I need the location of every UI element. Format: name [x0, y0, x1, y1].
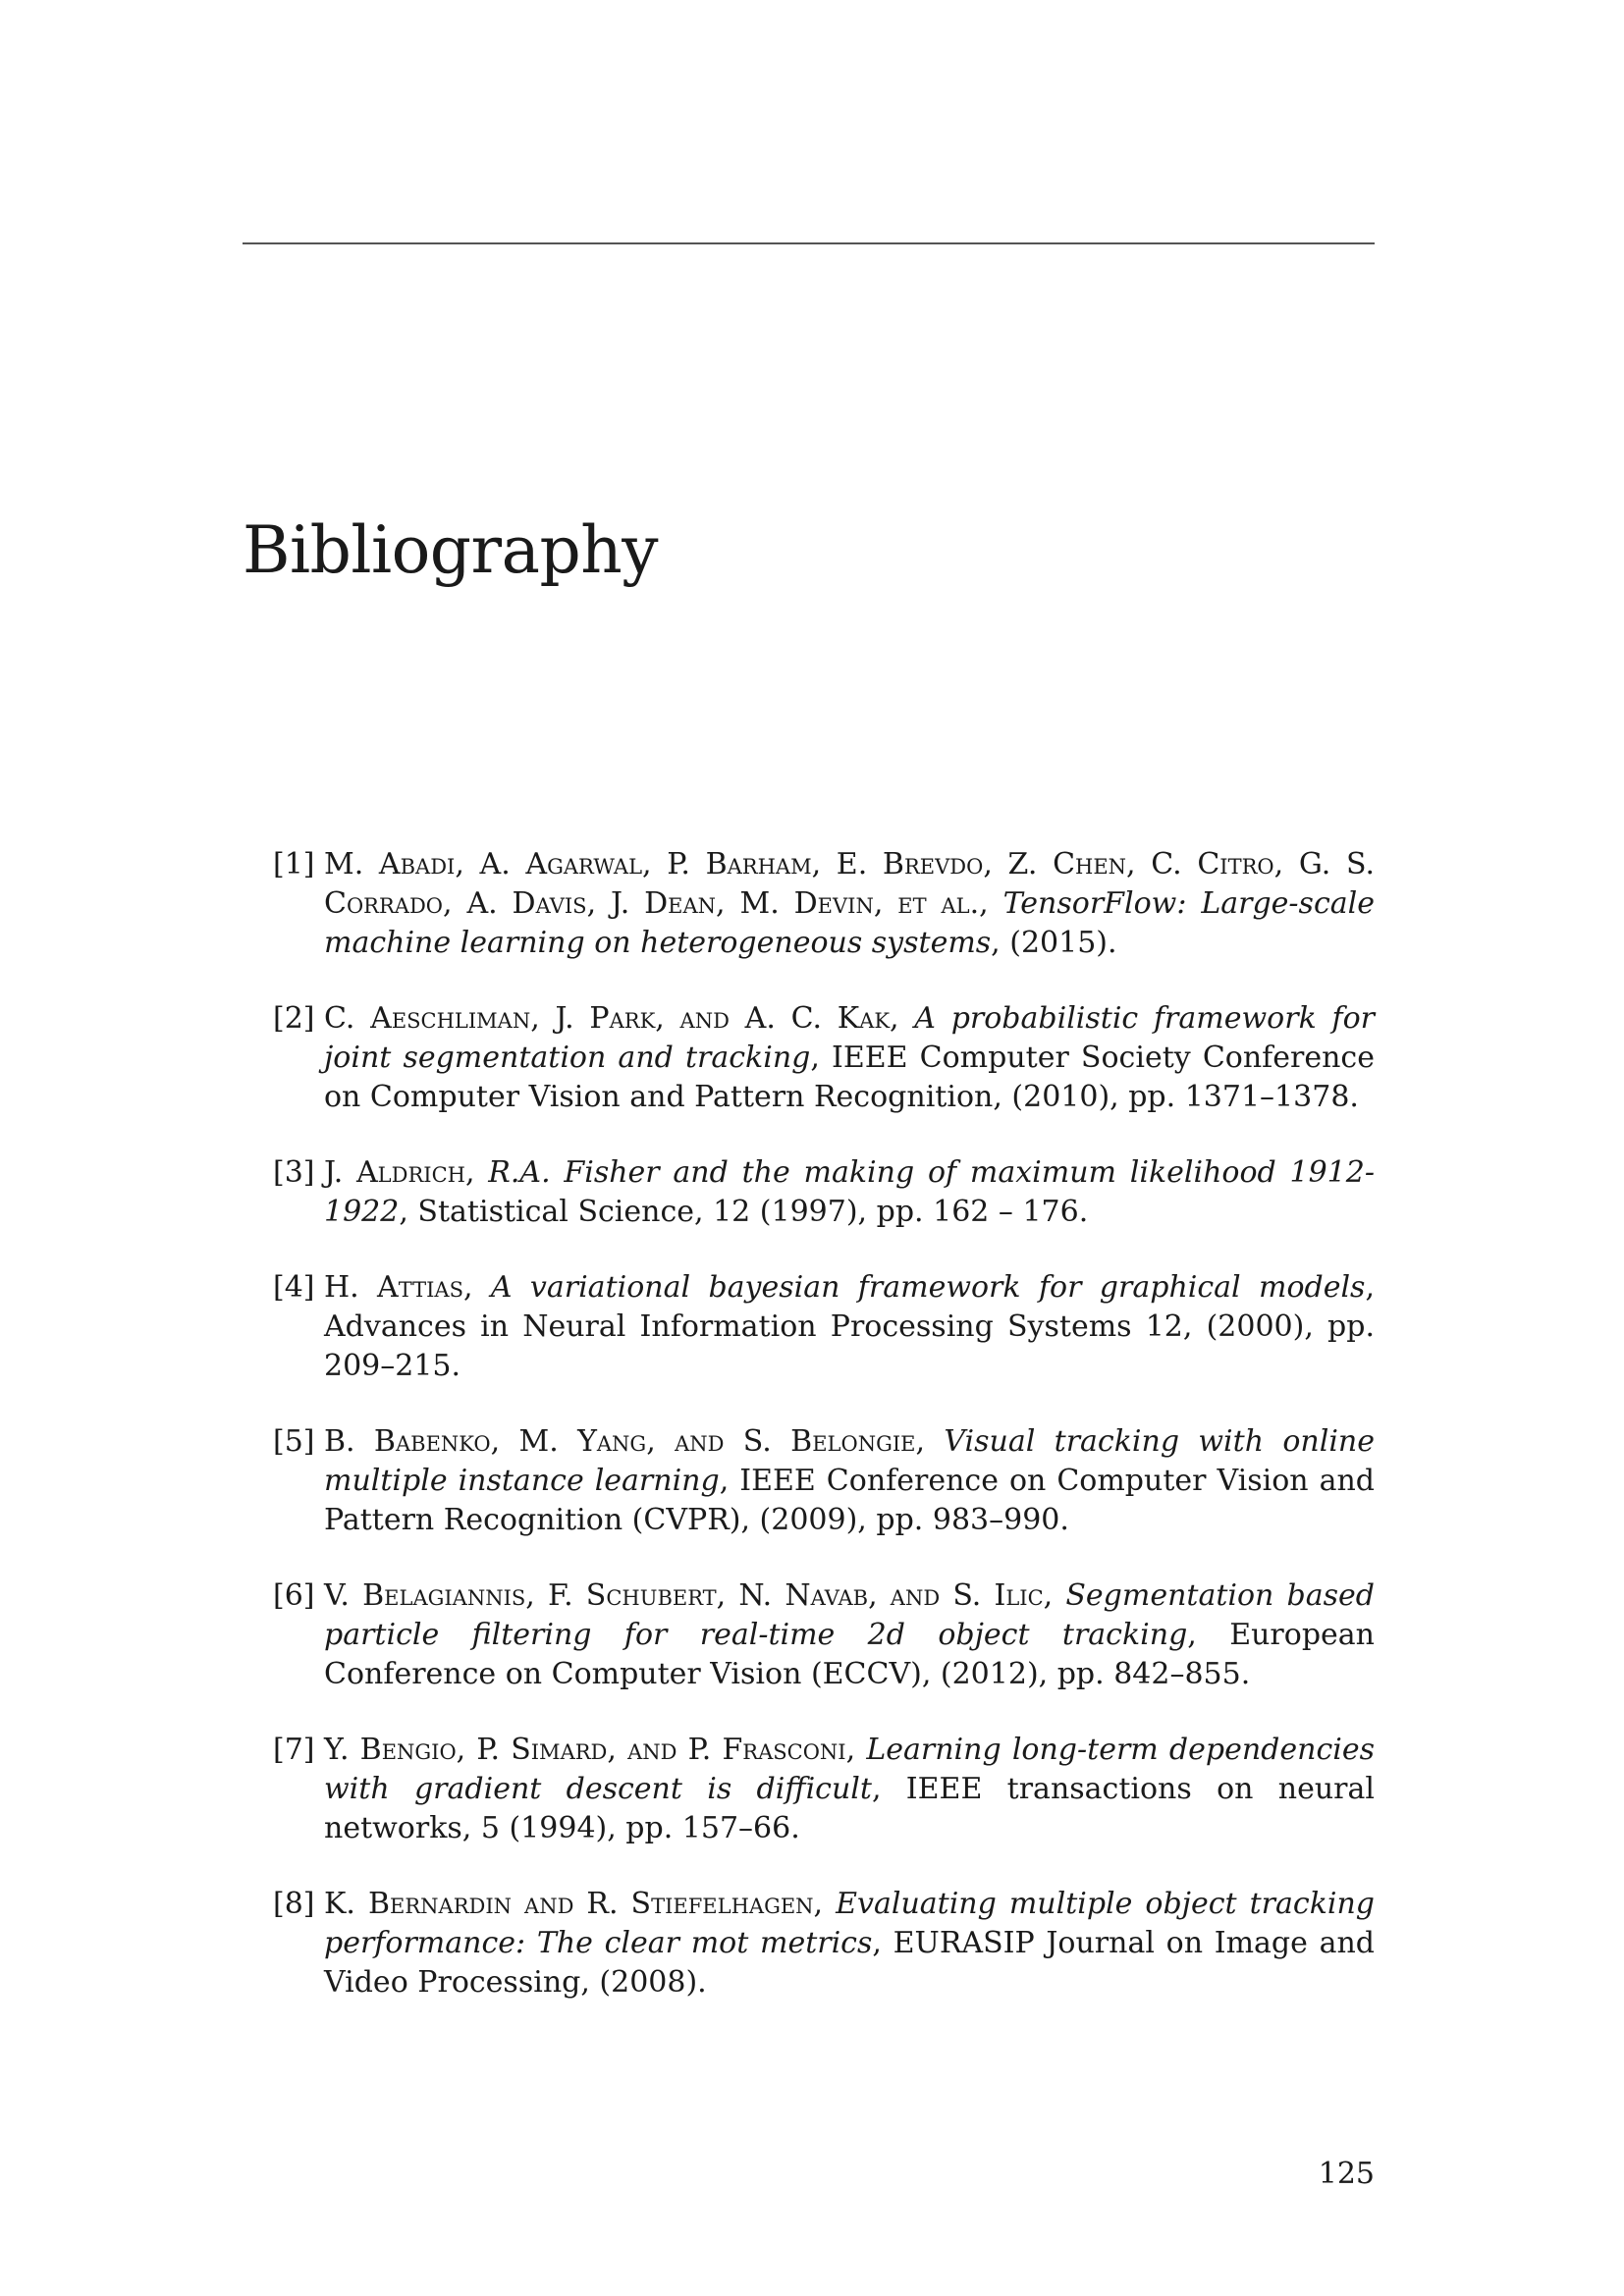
bib-entry-details: , IEEE Conference on Computer Vision and Pattern Recognition (CVPR), (2009), pp. 983–990.: [324, 1464, 1375, 1537]
bib-entry-details: , Statistical Science, 12 (1997), pp. 162 – 176.: [399, 1195, 1089, 1229]
bib-entry-5: [273, 1422, 1375, 1540]
bib-entry-authors: Y. Bengio, P. Simard, and P. Frasconi: [324, 1733, 846, 1767]
bib-entry-4: [273, 1268, 1375, 1386]
chapter-title: Bibliography: [243, 512, 658, 588]
bib-entry-authors: J. Aldrich: [324, 1155, 465, 1190]
bib-entry-number: [2]: [273, 1001, 315, 1036]
bib-entry-body: B. Babenko, M. Yang, and S. Belongie, Visual tracking with online multiple instance learning, IEEE Conference on Computer Vision and Pattern Recognition (CVPR), (2009), pp. 983–990.: [324, 1424, 1376, 1537]
bib-entry-title: Learning long-term dependencies with gradient descent is difficult: [324, 1733, 1375, 1806]
bib-entry-number: [8]: [273, 1887, 315, 1921]
bib-entry-title: A variational bayesian framework for graphical models: [490, 1270, 1366, 1305]
bib-entry-authors: M. Abadi, A. Agarwal, P. Barham, E. Brevdo, Z. Chen, C. Citro, G. S. Corrado, A. Davis, J. Dean, M. Devin, et al.: [324, 847, 1375, 921]
bib-entry-title: R.A. Fisher and the making of maximum likelihood 1912-1922: [324, 1155, 1375, 1229]
bib-entry-body: Y. Bengio, P. Simard, and P. Frasconi, Learning long-term dependencies with gradient descent is difficult, IEEE transactions on neural networks, 5 (1994), pp. 157–66.: [324, 1733, 1375, 1845]
bib-entry-number: [5]: [273, 1424, 315, 1459]
bib-entry-3: [273, 1153, 1375, 1232]
bib-entry-body: H. Attias, A variational bayesian framework for graphical models, Advances in Neural Information Processing Systems 12, (2000), pp. 209–215.: [324, 1270, 1375, 1383]
bib-entry-details: , (2015).: [991, 926, 1117, 960]
bib-entry-1: [273, 845, 1375, 963]
bib-entry-number: [3]: [273, 1155, 315, 1190]
bib-entry-body: J. Aldrich, R.A. Fisher and the making of maximum likelihood 1912-1922, Statistical Science, 12 (1997), pp. 162 – 176.: [324, 1155, 1375, 1229]
bib-entry-title: TensorFlow: Large-scale machine learning on heterogeneous systems: [324, 886, 1375, 960]
bib-entry-authors: K. Bernardin and R. Stiefelhagen: [324, 1887, 814, 1921]
bib-entry-authors: H. Attias: [324, 1270, 463, 1305]
bib-entry-body: C. Aeschliman, J. Park, and A. C. Kak, A probabilistic framework for joint segmentation and tracking, IEEE Computer Society Conference on Computer Vision and Pattern Recognition, (2010), pp. 1371–1378.: [324, 1001, 1375, 1114]
bib-entry-body: M. Abadi, A. Agarwal, P. Barham, E. Brevdo, Z. Chen, C. Citro, G. S. Corrado, A. Davis, J. Dean, M. Devin, et al., TensorFlow: Large-scale machine learning on heterogeneous systems, (2015).: [324, 847, 1375, 960]
header-rule: [243, 242, 1375, 244]
bib-entry-details: , European Conference on Computer Vision (ECCV), (2012), pp. 842–855.: [324, 1618, 1375, 1691]
bib-entry-2: [273, 999, 1375, 1117]
bib-entry-details: , Advances in Neural Information Processing Systems 12, (2000), pp. 209–215.: [324, 1270, 1375, 1383]
bib-entry-title: A probabilistic framework for joint segmentation and tracking: [324, 1001, 1375, 1075]
bib-entry-title: Segmentation based particle filtering for real-time 2d object tracking: [324, 1578, 1375, 1652]
bib-entry-number: [6]: [273, 1578, 315, 1613]
bib-entry-authors: C. Aeschliman, J. Park, and A. C. Kak: [324, 1001, 891, 1036]
bib-entry-number: [7]: [273, 1733, 315, 1767]
bib-entry-authors: B. Babenko, M. Yang, and S. Belongie: [324, 1424, 916, 1459]
bibliography-list: [273, 845, 1375, 2039]
page-number: 125: [1318, 2157, 1375, 2191]
bib-entry-body: K. Bernardin and R. Stiefelhagen, Evaluating multiple object tracking performance: The clear mot metrics, EURASIP Journal on Image and Video Processing, (2008).: [324, 1887, 1375, 2000]
bib-entry-details: , IEEE Computer Society Conference on Computer Vision and Pattern Recognition, (2010), pp. 1371–1378.: [324, 1041, 1375, 1114]
bib-entry-8: [273, 1885, 1375, 2002]
bib-entry-title: Evaluating multiple object tracking performance: The clear mot metrics: [324, 1887, 1375, 1960]
bib-entry-6: [273, 1576, 1375, 1694]
bib-entry-number: [1]: [273, 847, 315, 881]
bib-entry-body: V. Belagiannis, F. Schubert, N. Navab, and S. Ilic, Segmentation based particle filtering for real-time 2d object tracking, European Conference on Computer Vision (ECCV), (2012), pp. 842–855.: [324, 1578, 1375, 1691]
bib-entry-details: , EURASIP Journal on Image and Video Processing, (2008).: [324, 1926, 1375, 2000]
bib-entry-7: [273, 1731, 1375, 1848]
bib-entry-authors: V. Belagiannis, F. Schubert, N. Navab, and S. Ilic: [324, 1578, 1044, 1613]
bib-entry-number: [4]: [273, 1270, 315, 1305]
bib-entry-details: , IEEE transactions on neural networks, 5 (1994), pp. 157–66.: [324, 1772, 1375, 1845]
bib-entry-title: Visual tracking with online multiple instance learning: [324, 1424, 1376, 1498]
